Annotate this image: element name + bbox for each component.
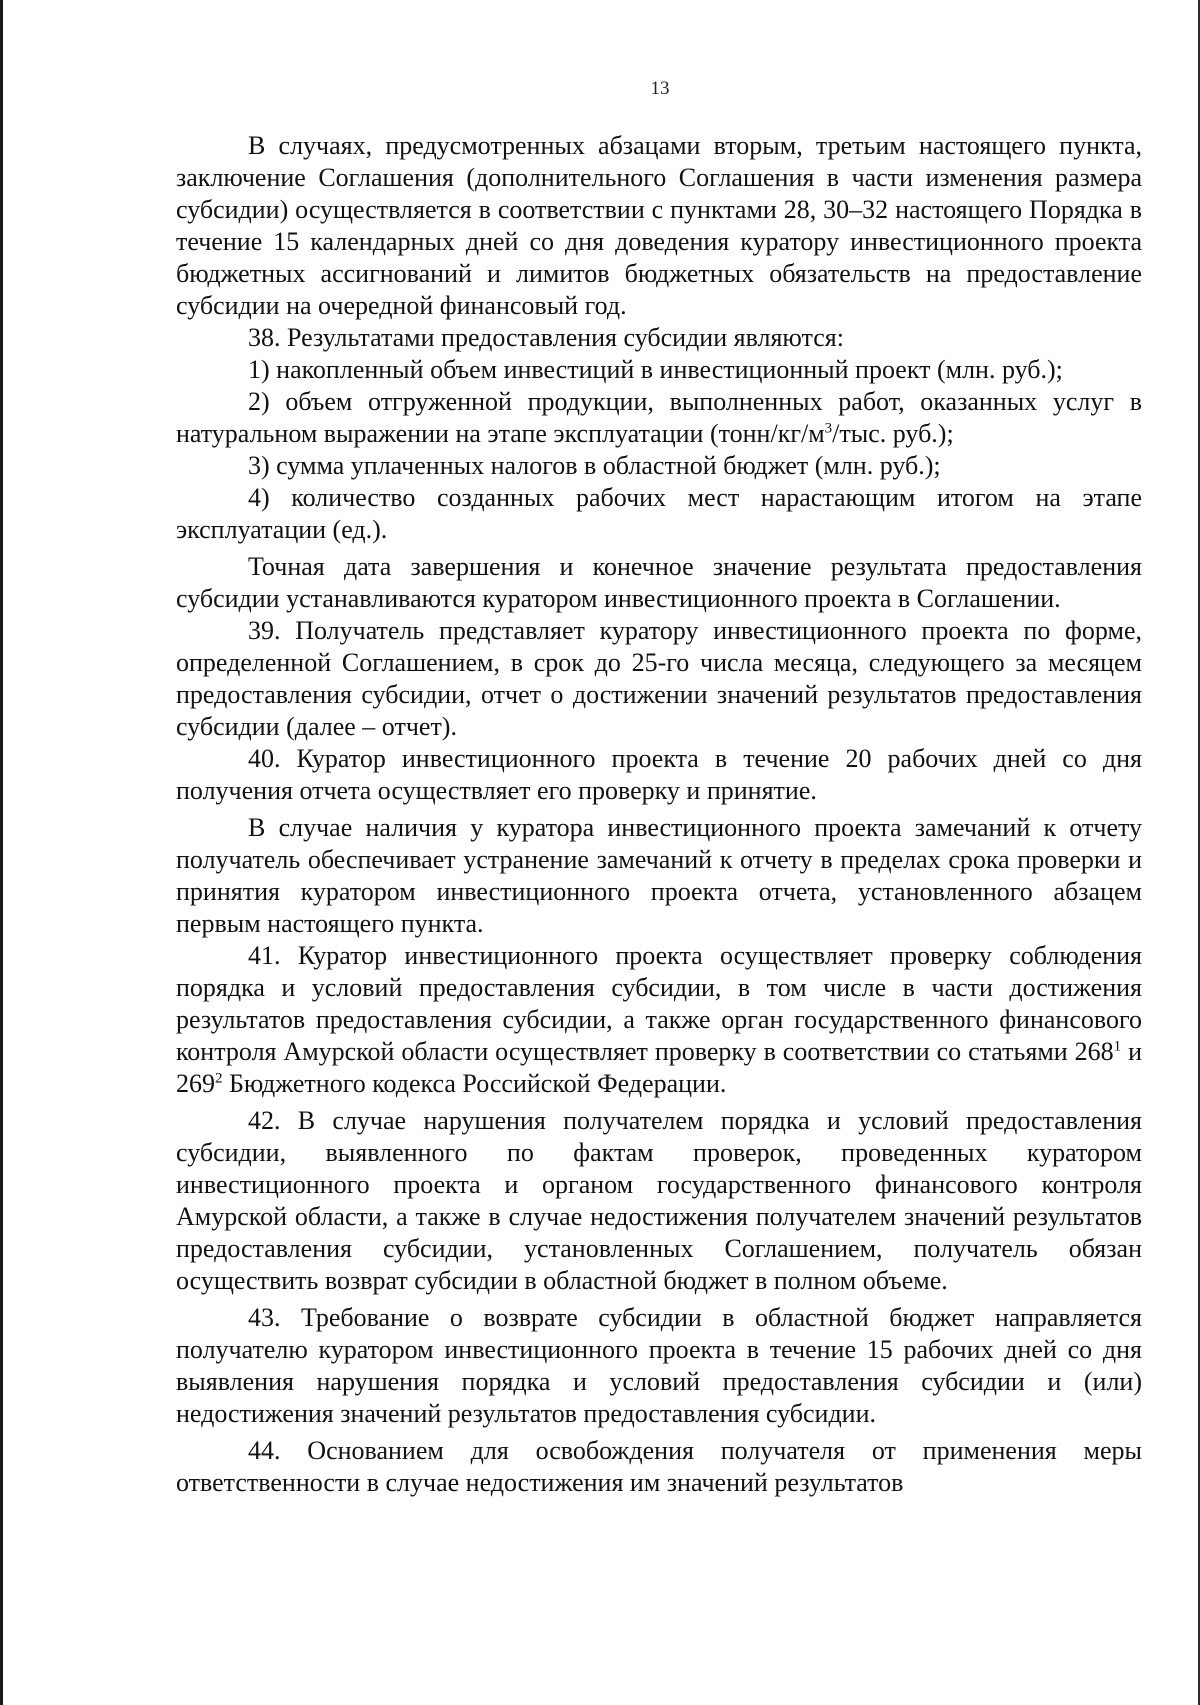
paragraph-39: 39. Получатель представляет куратору инвестиционного проекта по форме, определенной Соглашением, в срок до 25-го числа месяца, следующего за месяцем предоставления субсидии, отчет о достижении значений результатов предоставления субсидии (далее – отчет).	[176, 616, 1142, 741]
list-item-2-text: 2) объем отгруженной продукции, выполненных работ, оказанных услуг в натуральном выражении на этапе эксплуатации (тонн/кг/м	[176, 387, 1142, 448]
paragraph-41-text-2: и 269	[176, 1037, 1142, 1098]
paragraph-intro: В случаях, предусмотренных абзацами вторым, третьим настоящего пункта, заключение Соглашения (дополнительного Соглашения в части изменения размера субсидии) осуществляется в соответствии с пунктами 28, 30–32 настоящего Порядка в течение 15 календарных дней со дня доведения куратору инвестиционного проекта бюджетных ассигнований и лимитов бюджетных обязательств на предоставление субсидии на очередной финансовый год.	[176, 131, 1142, 320]
paragraph-41-superscript-2: 2	[215, 1070, 223, 1087]
paragraph-43: 43. Требование о возврате субсидии в областной бюджет направляется получателю куратором инвестиционного проекта в течение 15 рабочих дней со дня выявления нарушения порядка и условий предоставления субсидии и (или) недостижения значений результатов предоставления субсидии.	[176, 1303, 1142, 1428]
paragraph-41-text-3: Бюджетного кодекса Российской Федерации.	[222, 1069, 727, 1098]
list-item-2	[176, 386, 1142, 450]
page-number: 13	[650, 78, 670, 99]
document-body	[176, 130, 1142, 1499]
list-item-4: 4) количество созданных рабочих мест нарастающим итогом на этапе эксплуатации (ед.).	[176, 483, 1142, 544]
paragraph-42: 42. В случае нарушения получателем порядка и условий предоставления субсидии, выявленного по фактам проверок, проведенных куратором инвестиционного проекта и органом государственного финансового контроля Амурской области, а также в случае недостижения получателем значений результатов предоставления субсидии, установленных Соглашением, получатель обязан осуществить возврат субсидии в областной бюджет в полном объеме.	[176, 1106, 1142, 1295]
paragraph-41	[176, 940, 1142, 1100]
list-item-1: 1) накопленный объем инвестиций в инвестиционный проект (млн. руб.);	[248, 355, 1063, 384]
paragraph-41-text: 41. Куратор инвестиционного проекта осуществляет проверку соблюдения порядка и условий предоставления субсидии, в том числе в части достижения результатов предоставления субсидии, а также орган государственного финансового контроля Амурской области осуществляет проверку в соответствии со статьями 268	[176, 941, 1142, 1066]
list-item-2-superscript: 3	[824, 420, 833, 437]
paragraph-40: 40. Куратор инвестиционного проекта в течение 20 рабочих дней со дня получения отчета осуществляет его проверку и принятие.	[176, 744, 1142, 805]
paragraph-remarks: В случае наличия у куратора инвестиционного проекта замечаний к отчету получатель обеспечивает устранение замечаний к отчету в пределах срока проверки и принятия куратором инвестиционного проекта отчета, установленного абзацем первым настоящего пункта.	[176, 813, 1142, 938]
paragraph-38: 38. Результатами предоставления субсидии являются:	[248, 323, 844, 352]
paragraph-exact-date: Точная дата завершения и конечное значение результата предоставления субсидии устанавливаются куратором инвестиционного проекта в Соглашении.	[176, 552, 1142, 613]
scan-edge-left	[0, 0, 3, 1705]
list-item-3: 3) сумма уплаченных налогов в областной бюджет (млн. руб.);	[248, 451, 941, 480]
paragraph-41-superscript-1: 1	[1113, 1038, 1122, 1055]
list-item-2-text-end: /тыс. руб.);	[832, 419, 954, 448]
paragraph-44: 44. Основанием для освобождения получателя от применения меры ответственности в случае недостижения им значений результатов	[176, 1436, 1142, 1497]
